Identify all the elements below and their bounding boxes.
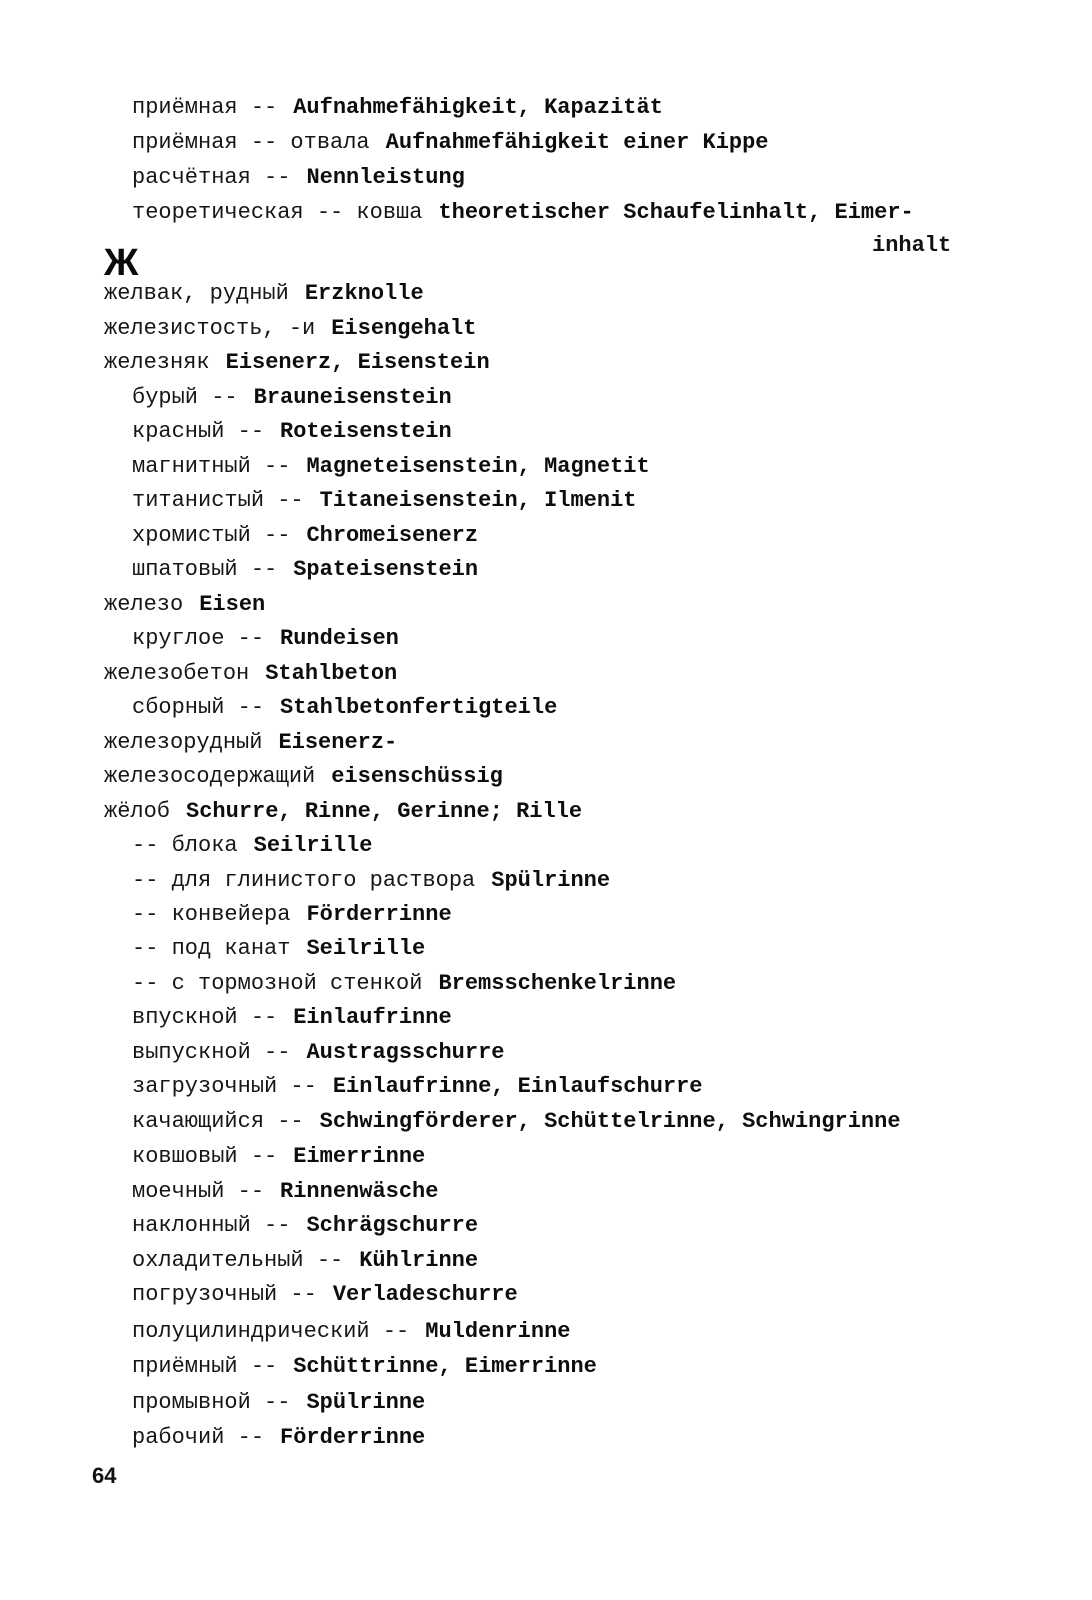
entry-translation: theoretischer Schaufelinhalt, Eimer-: [438, 200, 914, 225]
entry-term: рабочий --: [132, 1425, 265, 1450]
entry-translation: Aufnahmefähigkeit einer Kippe: [385, 130, 769, 155]
dictionary-entry: [132, 1427, 425, 1449]
dictionary-entry: [104, 594, 265, 616]
entry-term: моечный --: [132, 1179, 265, 1204]
entry-term: ковшовый --: [132, 1144, 278, 1169]
entry-translation: Schwingförderer, Schüttelrinne, Schwingrinne: [319, 1109, 901, 1134]
dictionary-entry: [132, 525, 478, 547]
dictionary-entry: [132, 456, 650, 478]
entry-term: жёлоб: [104, 799, 171, 824]
dictionary-entry: [132, 938, 425, 960]
entry-translation: Schüttrinne, Eimerrinne: [293, 1354, 597, 1379]
dictionary-entry: [104, 283, 424, 305]
dictionary-entry: [132, 202, 914, 224]
entry-translation: Aufnahmefähigkeit, Kapazität: [293, 95, 663, 120]
entry-translation: Chromeisenerz: [306, 523, 479, 548]
entry-term: желвак, рудный: [104, 281, 289, 306]
entry-translation: Einlaufrinne: [293, 1005, 452, 1030]
dictionary-entry: [104, 732, 397, 754]
entry-translation: Eisen: [199, 592, 266, 617]
dictionary-entry: [132, 1146, 425, 1168]
entry-translation: Spateisenstein: [293, 557, 479, 582]
wrapped-translation-continuation: inhalt: [872, 233, 952, 258]
entry-translation: Eisengehalt: [331, 316, 477, 341]
dictionary-entry: [132, 1076, 703, 1098]
entry-translation: Nennleistung: [306, 165, 465, 190]
dictionary-entry: [104, 352, 490, 374]
entry-term: красный --: [132, 419, 265, 444]
entry-translation: Förderrinne: [306, 902, 452, 927]
entry-term: впускной --: [132, 1005, 278, 1030]
entry-term: железо: [104, 592, 184, 617]
entry-term: наклонный --: [132, 1213, 291, 1238]
entry-translation: Austragsschurre: [306, 1040, 505, 1065]
entry-translation: Schurre, Rinne, Gerinne; Rille: [186, 799, 583, 824]
dictionary-entry: [132, 870, 610, 892]
dictionary-entry: [104, 663, 397, 685]
entry-term: погрузочный --: [132, 1282, 317, 1307]
entry-term: -- под канат: [132, 936, 291, 961]
dictionary-entry: [132, 1321, 570, 1343]
entry-term: железняк: [104, 350, 210, 375]
entry-term: круглое --: [132, 626, 265, 651]
entry-translation: Eisenerz-: [278, 730, 398, 755]
page-number: 64: [92, 1463, 117, 1488]
entry-term: полуцилиндрический --: [132, 1319, 410, 1344]
entry-term: приёмный --: [132, 1354, 278, 1379]
entry-translation: Spülrinne: [491, 868, 611, 893]
entry-translation: Rinnenwäsche: [280, 1179, 439, 1204]
dictionary-entry: [104, 318, 476, 340]
entry-term: хромистый --: [132, 523, 291, 548]
entry-translation: Spülrinne: [306, 1390, 426, 1415]
entry-term: сборный --: [132, 695, 265, 720]
dictionary-entry: [132, 1392, 425, 1414]
entry-translation: Förderrinne: [280, 1425, 426, 1450]
entry-translation: Bremsschenkelrinne: [438, 971, 677, 996]
entry-term: выпускной --: [132, 1040, 291, 1065]
entry-term: шпатовый --: [132, 557, 278, 582]
entry-translation: Rundeisen: [280, 626, 399, 651]
entry-term: теоретическая -- ковша: [132, 200, 423, 225]
entry-translation: Eimerrinne: [293, 1144, 426, 1169]
entry-term: железобетон: [104, 661, 250, 686]
dictionary-entry: [132, 1007, 452, 1029]
entry-translation: Einlaufrinne, Einlaufschurre: [332, 1074, 703, 1099]
dictionary-entry: [132, 1042, 504, 1064]
entry-translation: Eisenerz, Eisenstein: [225, 350, 490, 375]
entry-translation: Stahlbetonfertigteile: [280, 695, 558, 720]
entry-translation: eisenschüssig: [331, 764, 503, 789]
dictionary-entry: [132, 421, 452, 443]
entry-translation: Erzknolle: [304, 281, 424, 306]
dictionary-entry: [132, 490, 637, 512]
section-letter: Ж: [104, 242, 139, 284]
entry-term: -- блока: [132, 833, 238, 858]
dictionary-entry: [132, 387, 452, 409]
entry-translation: Stahlbeton: [265, 661, 398, 686]
entry-term: -- с тормозной стенкой: [132, 971, 423, 996]
entry-translation: Muldenrinne: [425, 1319, 571, 1344]
entry-term: -- для глинистого раствора: [132, 868, 476, 893]
dictionary-entry: [132, 697, 557, 719]
dictionary-entry: [132, 904, 452, 926]
entry-translation: Schrägschurre: [306, 1213, 479, 1238]
entry-term: промывной --: [132, 1390, 291, 1415]
entry-term: приёмная -- отвала: [132, 130, 370, 155]
entry-translation: Brauneisenstein: [253, 385, 452, 410]
dictionary-entry: [132, 1284, 518, 1306]
entry-translation: Magneteisenstein, Magnetit: [306, 454, 650, 479]
entry-translation: Seilrille: [306, 936, 426, 961]
entry-term: -- конвейера: [132, 902, 291, 927]
entry-term: загрузочный --: [132, 1074, 317, 1099]
dictionary-entry: [132, 1356, 597, 1378]
entry-term: качающийся --: [132, 1109, 304, 1134]
entry-term: железосодержащий: [104, 764, 316, 789]
entry-term: бурый --: [132, 385, 238, 410]
entry-term: магнитный --: [132, 454, 291, 479]
dictionary-entry: [132, 1181, 438, 1203]
entry-term: приёмная --: [132, 95, 278, 120]
entry-translation: Seilrille: [253, 833, 373, 858]
entry-term: железистость, -и: [104, 316, 316, 341]
dictionary-entry: [132, 1215, 478, 1237]
dictionary-entry: [132, 1250, 478, 1272]
dictionary-entry: [132, 559, 478, 581]
dictionary-entry: [132, 167, 465, 189]
dictionary-entry: [132, 628, 399, 650]
dictionary-entry: [132, 835, 372, 857]
dictionary-entry: [104, 766, 503, 788]
entry-term: охладительный --: [132, 1248, 344, 1273]
dictionary-entry: [132, 1111, 901, 1133]
dictionary-entry: [104, 801, 582, 823]
entry-term: расчётная --: [132, 165, 291, 190]
entry-translation: Verladeschurre: [332, 1282, 518, 1307]
dictionary-entry: [132, 97, 663, 119]
entry-translation: Titaneisenstein, Ilmenit: [319, 488, 637, 513]
entry-translation: Kühlrinne: [359, 1248, 479, 1273]
entry-term: титанистый --: [132, 488, 304, 513]
dictionary-entry: [132, 132, 769, 154]
entry-translation: Roteisenstein: [280, 419, 452, 444]
entry-term: железорудный: [104, 730, 263, 755]
dictionary-entry: [132, 973, 676, 995]
